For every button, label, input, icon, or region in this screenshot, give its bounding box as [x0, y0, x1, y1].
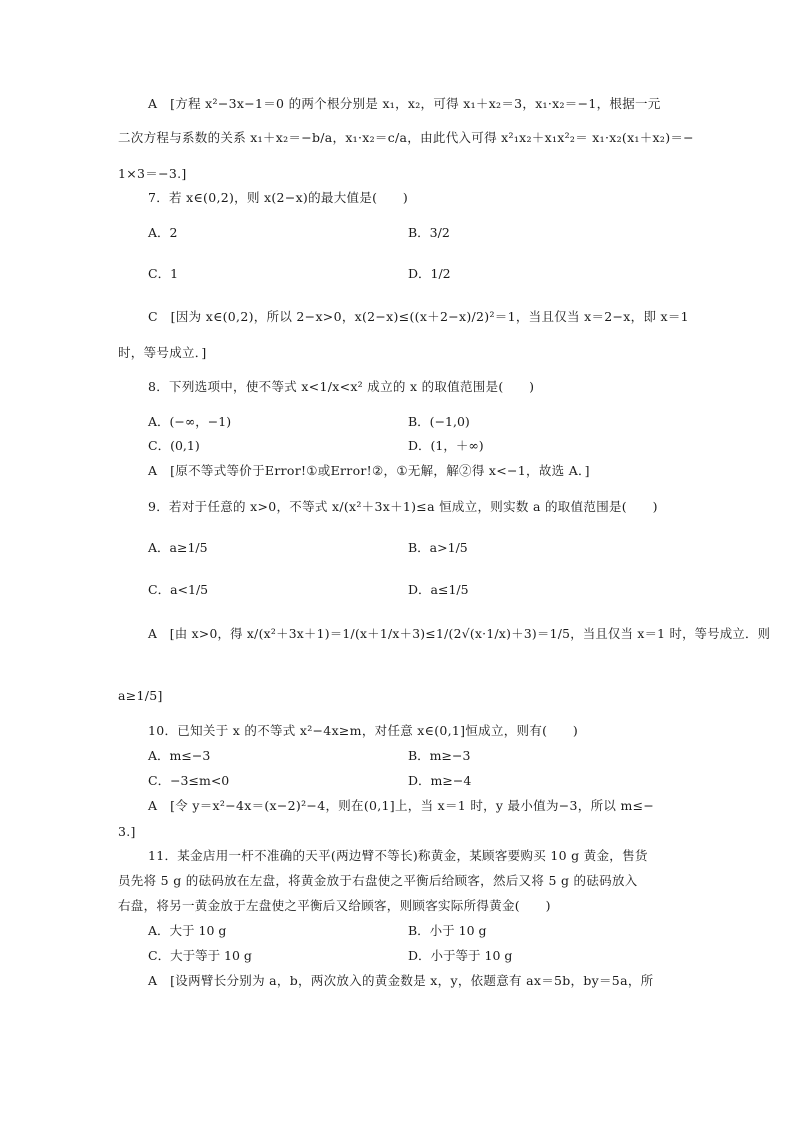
answer-9-line-1: A [由 x>0，得 x/(x²＋3x＋1)＝1/(x＋1/x＋3)≤1/(2√(x·1/x)＋3)＝1/5，当且仅当 x＝1 时，等号成立．则	[148, 626, 771, 641]
question-7-option-b: B．3/2	[408, 225, 450, 240]
question-10-option-c: C．−3≤m<0	[148, 773, 230, 788]
question-9-option-a: A．a≥1/5	[148, 540, 208, 555]
answer-6-line-3: 1×3＝−3.]	[118, 166, 187, 181]
question-10-option-a: A．m≤−3	[148, 748, 211, 763]
answer-7-line-1: C [因为 x∈(0,2)，所以 2−x>0，x(2−x)≤((x＋2−x)/2)²＝1，当且仅当 x＝2−x，即 x＝1	[148, 309, 689, 324]
question-9-option-b: B．a>1/5	[408, 540, 468, 555]
question-7-option-d: D．1/2	[408, 266, 451, 281]
answer-9-line-2: a≥1/5]	[118, 688, 163, 703]
question-10-option-b: B．m≥−3	[408, 748, 471, 763]
answer-10-line-2: 3.]	[118, 824, 136, 839]
question-11-option-d: D．小于等于 10 g	[408, 948, 513, 963]
answer-10-line-1: A [令 y＝x²−4x＝(x−2)²−4，则在(0,1]上，当 x＝1 时，y 最小值为−3，所以 m≤−	[148, 798, 655, 813]
question-11-line-3: 右盘，将另一黄金放于左盘使之平衡后又给顾客，则顾客实际所得黄金( )	[118, 898, 551, 913]
question-7-option-c: C．1	[148, 266, 179, 281]
question-8-option-a: A．(−∞，−1)	[148, 414, 232, 429]
question-11-line-1: 11．某金店用一杆不准确的天平(两边臂不等长)称黄金，某顾客要购买 10 g 黄金，售货	[148, 848, 648, 863]
question-7: 7．若 x∈(0,2)，则 x(2−x)的最大值是( )	[148, 190, 409, 205]
question-8-option-c: C．(0,1)	[148, 438, 200, 453]
question-9-option-c: C．a<1/5	[148, 582, 209, 597]
question-11-line-2: 员先将 5 g 的砝码放在左盘，将黄金放于右盘使之平衡后给顾客，然后又将 5 g 的砝码放入	[118, 873, 638, 888]
answer-6-line-2: 二次方程与系数的关系 x₁＋x₂＝−b/a，x₁·x₂＝c/a，由此代入可得 x²₁x₂＋x₁x²₂＝ x₁·x₂(x₁＋x₂)＝−	[118, 130, 694, 145]
answer-8: A [原不等式等价于Error!①或Error!②，①无解，解②得 x<−1，故选 A．]	[148, 463, 590, 478]
question-7-option-a: A．2	[148, 225, 178, 240]
question-8-option-d: D．(1，＋∞)	[408, 438, 484, 453]
question-9-option-d: D．a≤1/5	[408, 582, 469, 597]
question-10: 10．已知关于 x 的不等式 x²−4x≥m，对任意 x∈(0,1]恒成立，则有( )	[148, 723, 579, 738]
answer-6-line-1: A [方程 x²−3x−1＝0 的两个根分别是 x₁，x₂，可得 x₁＋x₂＝3，x₁·x₂＝−1，根据一元	[148, 96, 661, 111]
question-11-option-b: B．小于 10 g	[408, 923, 487, 938]
question-11-option-a: A．大于 10 g	[148, 923, 227, 938]
question-10-option-d: D．m≥−4	[408, 773, 472, 788]
answer-11-line-1: A [设两臂长分别为 a，b，两次放入的黄金数是 x，y，依题意有 ax＝5b，by＝5a，所	[148, 973, 654, 988]
question-8-option-b: B．(−1,0)	[408, 414, 470, 429]
question-9: 9．若对于任意的 x>0，不等式 x/(x²＋3x＋1)≤a 恒成立，则实数 a 的取值范围是( )	[148, 499, 658, 514]
answer-7-line-2: 时，等号成立．]	[118, 345, 207, 360]
question-11-option-c: C．大于等于 10 g	[148, 948, 252, 963]
question-8: 8．下列选项中，使不等式 x<1/x<x² 成立的 x 的取值范围是( )	[148, 379, 535, 394]
